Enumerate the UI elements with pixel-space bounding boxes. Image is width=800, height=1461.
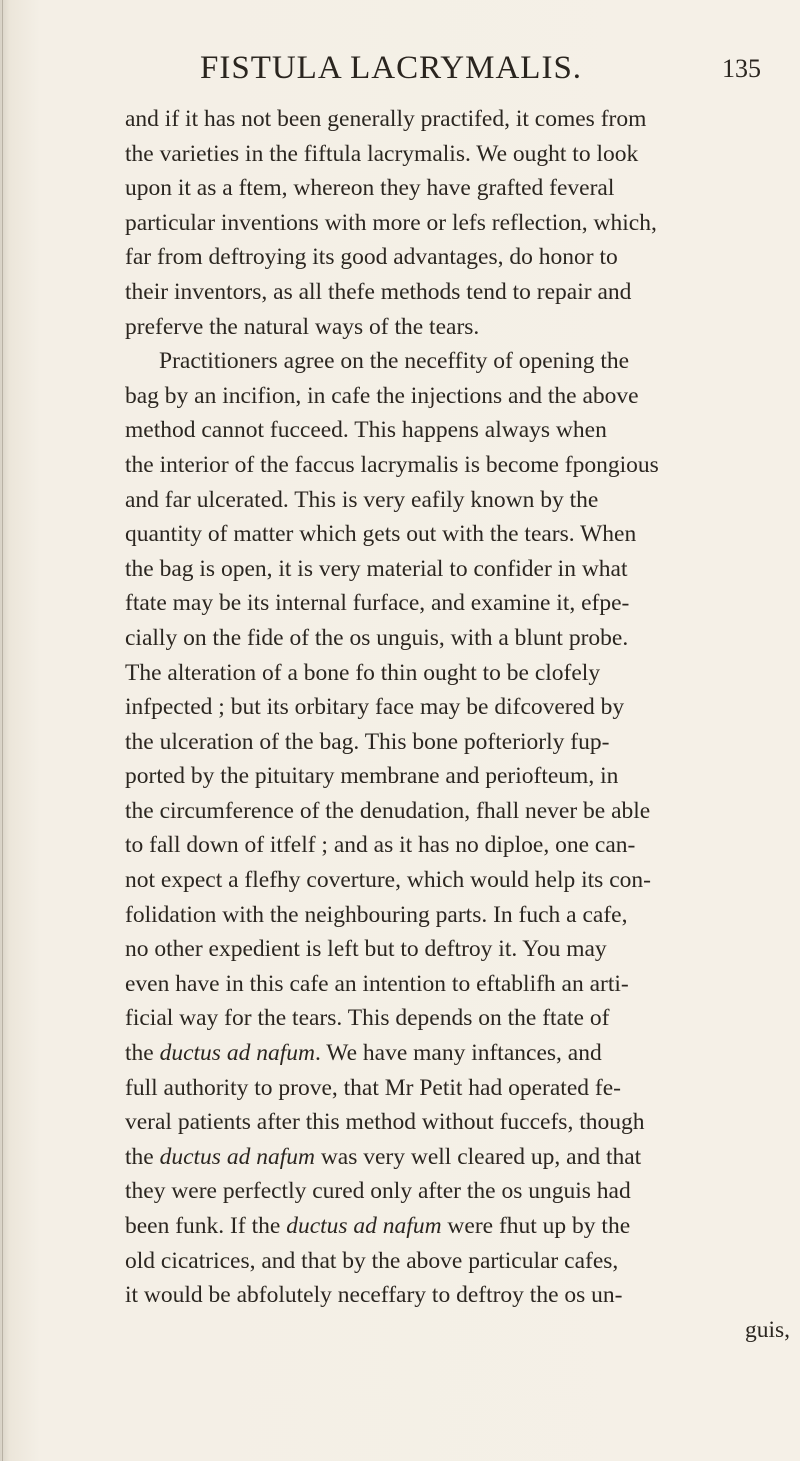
text-segment: particular inventions with more or lefs reflection, which, (125, 209, 657, 236)
text-line (125, 206, 800, 241)
text-segment: the ulceration of the bag. This bone pofteriorly fup- (125, 728, 610, 755)
text-line (125, 448, 800, 483)
text-segment: quantity of matter which gets out with the tears. When (125, 521, 637, 548)
text-segment: method cannot fucceed. This happens always when (125, 417, 607, 444)
text-line (125, 828, 800, 863)
text-segment: not expect a flefhy coverture, which would help its con- (125, 867, 651, 894)
text-segment: the bag is open, it is very material to confider in what (125, 555, 628, 582)
page-gutter-edge (2, 0, 3, 1461)
text-segment: . We have many inftances, and (314, 1040, 602, 1067)
text-line (125, 898, 800, 933)
text-line (125, 310, 800, 345)
text-segment: they were perfectly cured only after the os unguis had (125, 1178, 631, 1205)
text-segment: full authority to prove, that Mr Petit had operated fe- (125, 1074, 621, 1101)
text-segment: and if it has not been generally practifed, it comes from (125, 106, 647, 132)
text-line (125, 690, 800, 725)
text-segment: far from deftroying its good advantages, do honor to (125, 244, 618, 271)
text-line (125, 275, 800, 310)
text-segment: was very well cleared up, and that (314, 1143, 642, 1170)
text-segment: their inventors, as all thefe methods tend to repair and (125, 278, 632, 305)
text-segment: Practitioners agree on the neceffity of opening the (159, 348, 630, 375)
text-line (125, 240, 800, 275)
catchword: guis, (744, 1316, 790, 1343)
text-line (125, 586, 800, 621)
text-segment: ftate may be its internal furface, and examine it, efpe- (125, 590, 630, 617)
italic-latin-term: ductus ad nafum (159, 1143, 315, 1170)
text-segment: bag by an incifion, in cafe the injections and the above (125, 382, 639, 409)
text-segment: the circumference of the denudation, fhall never be able (125, 797, 651, 824)
text-line (125, 863, 800, 898)
text-line (125, 725, 800, 760)
text-segment: infpected ; but its orbitary face may be difcovered by (125, 694, 625, 721)
text-line (125, 1036, 800, 1071)
text-segment: upon it as a ftem, whereon they have grafted feveral (125, 175, 615, 202)
text-line (125, 967, 800, 1002)
text-segment: no other expedient is left but to deftroy it. You may (125, 936, 607, 963)
text-segment: the interior of the faccus lacrymalis is become fpongious (125, 451, 659, 478)
text-line (125, 171, 800, 206)
text-segment: cially on the fide of the os unguis, with a blunt probe. (125, 624, 629, 651)
running-title: FISTULA LACRYMALIS. (200, 50, 583, 86)
text-segment: the (125, 1040, 160, 1067)
text-segment: and far ulcerated. This is very eafily known by the (125, 486, 599, 513)
text-line (125, 517, 800, 552)
text-line (125, 379, 800, 414)
italic-latin-term: ductus ad nafum (286, 1213, 442, 1239)
text-segment: ficial way for the tears. This depends on the ftate of (125, 1005, 610, 1032)
text-segment: old cicatrices, and that by the above particular cafes, (125, 1247, 619, 1274)
page-number: 135 (722, 54, 761, 83)
text-line (125, 759, 800, 794)
text-segment: the (125, 1143, 160, 1170)
text-segment: even have in this cafe an intention to eftablifh an arti- (125, 970, 629, 997)
text-line (125, 656, 800, 691)
body-text (125, 102, 800, 1347)
italic-latin-term: ductus ad nafum (159, 1040, 315, 1067)
text-line (125, 1209, 800, 1244)
text-line (125, 1001, 800, 1036)
text-segment: The alteration of a bone fo thin ought to be clofely (125, 659, 601, 686)
text-segment: it would be abfolutely neceffary to deftroy the os un- (125, 1282, 623, 1309)
text-line (125, 413, 800, 448)
text-segment: the varieties in the fiftula lacrymalis. We ought to look (125, 140, 639, 167)
text-line (125, 794, 800, 829)
text-line (125, 1140, 800, 1175)
text-line (125, 344, 800, 379)
text-line (125, 1174, 800, 1209)
text-line (125, 102, 800, 137)
text-segment: been funk. If the (125, 1213, 287, 1239)
text-segment: folidation with the neighbouring parts. In fuch a cafe, (125, 901, 628, 928)
text-segment: preferve the natural ways of the tears. (125, 313, 480, 340)
text-line (125, 552, 800, 587)
text-line (125, 621, 800, 656)
text-line (125, 932, 800, 967)
text-line (125, 137, 800, 172)
text-segment: were fhut up by the (441, 1213, 631, 1239)
text-line (125, 1244, 800, 1279)
text-line (125, 1278, 800, 1313)
page-header (0, 50, 800, 90)
text-line (125, 483, 800, 518)
text-segment: ported by the pituitary membrane and periofteum, in (125, 763, 619, 790)
text-line (125, 1071, 800, 1106)
text-segment: to fall down of itfelf ; and as it has no diploe, one can- (125, 832, 636, 859)
text-segment: veral patients after this method without fuccefs, though (125, 1109, 645, 1136)
text-line (125, 1105, 800, 1140)
